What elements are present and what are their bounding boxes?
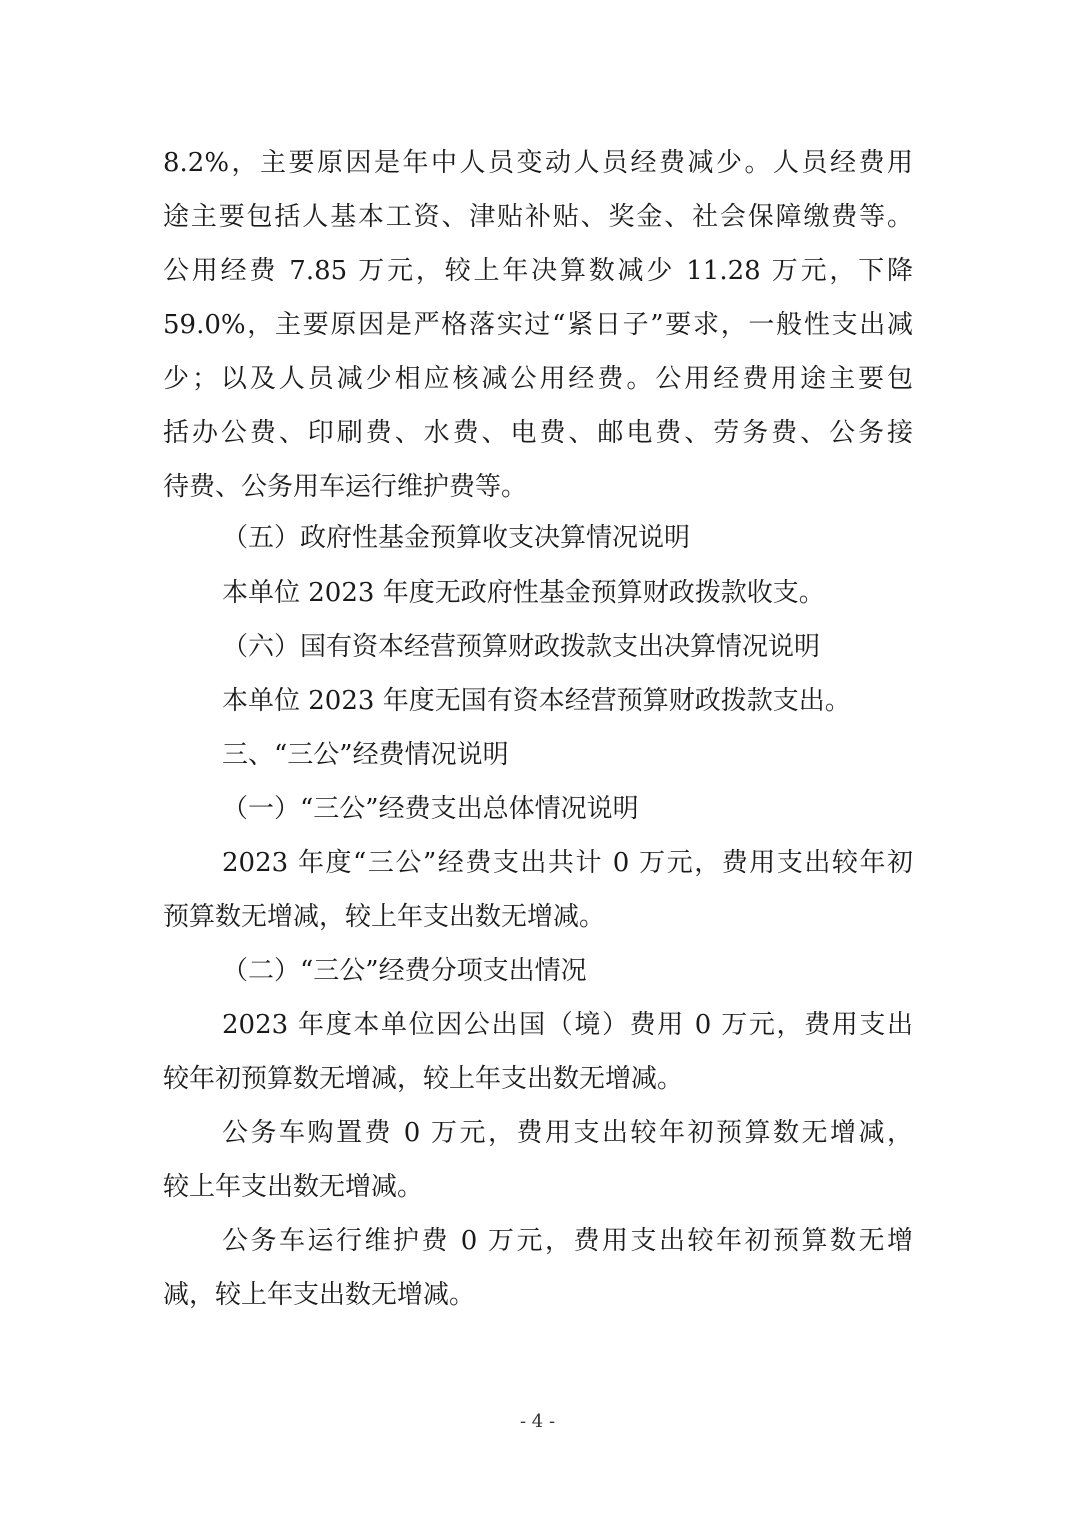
- body-text-line: 较年初预算数无增减，较上年支出数无增减。: [163, 1064, 684, 1094]
- body-text-line: 2023 年度本单位因公出国（境）费用 0 万元，费用支出: [222, 1010, 913, 1040]
- body-text-line: 本单位 2023 年度无政府性基金预算财政拨款收支。: [222, 578, 825, 608]
- body-text-line: 2023 年度“三公”经费支出共计 0 万元，费用支出较年初: [222, 848, 913, 878]
- body-text-line: 少；以及人员减少相应核减公用经费。公用经费用途主要包: [163, 364, 913, 394]
- body-text-line: 8.2%，主要原因是年中人员变动人员经费减少。人员经费用: [163, 148, 913, 178]
- body-text-line: 本单位 2023 年度无国有资本经营预算财政拨款支出。: [222, 686, 851, 716]
- section-heading: （五）政府性基金预算收支决算情况说明: [222, 523, 691, 553]
- body-text-line: 公用经费 7.85 万元，较上年决算数减少 11.28 万元，下降: [163, 256, 913, 286]
- body-text-line: 较上年支出数无增减。: [163, 1172, 424, 1202]
- body-text-line: 待费、公务用车运行维护费等。: [163, 472, 528, 502]
- section-heading: （六）国有资本经营预算财政拨款支出决算情况说明: [222, 632, 821, 662]
- body-text-line: 减，较上年支出数无增减。: [163, 1280, 476, 1310]
- body-text-line: 预算数无增减，较上年支出数无增减。: [163, 902, 606, 932]
- chapter-heading: 三、“三公”经费情况说明: [222, 740, 509, 770]
- body-text-line: 途主要包括人基本工资、津贴补贴、奖金、社会保障缴费等。: [163, 202, 913, 232]
- section-heading: （二）“三公”经费分项支出情况: [222, 956, 587, 986]
- body-text-line: 59.0%，主要原因是严格落实过“紧日子”要求，一般性支出减: [163, 310, 913, 340]
- body-text-line: 公务车购置费 0 万元，费用支出较年初预算数无增减，: [222, 1118, 913, 1148]
- section-heading: （一）“三公”经费支出总体情况说明: [222, 794, 639, 824]
- page-number: - 4 -: [519, 1411, 556, 1432]
- body-text-line: 公务车运行维护费 0 万元，费用支出较年初预算数无增: [222, 1226, 913, 1256]
- body-text-line: 括办公费、印刷费、水费、电费、邮电费、劳务费、公务接: [163, 418, 913, 448]
